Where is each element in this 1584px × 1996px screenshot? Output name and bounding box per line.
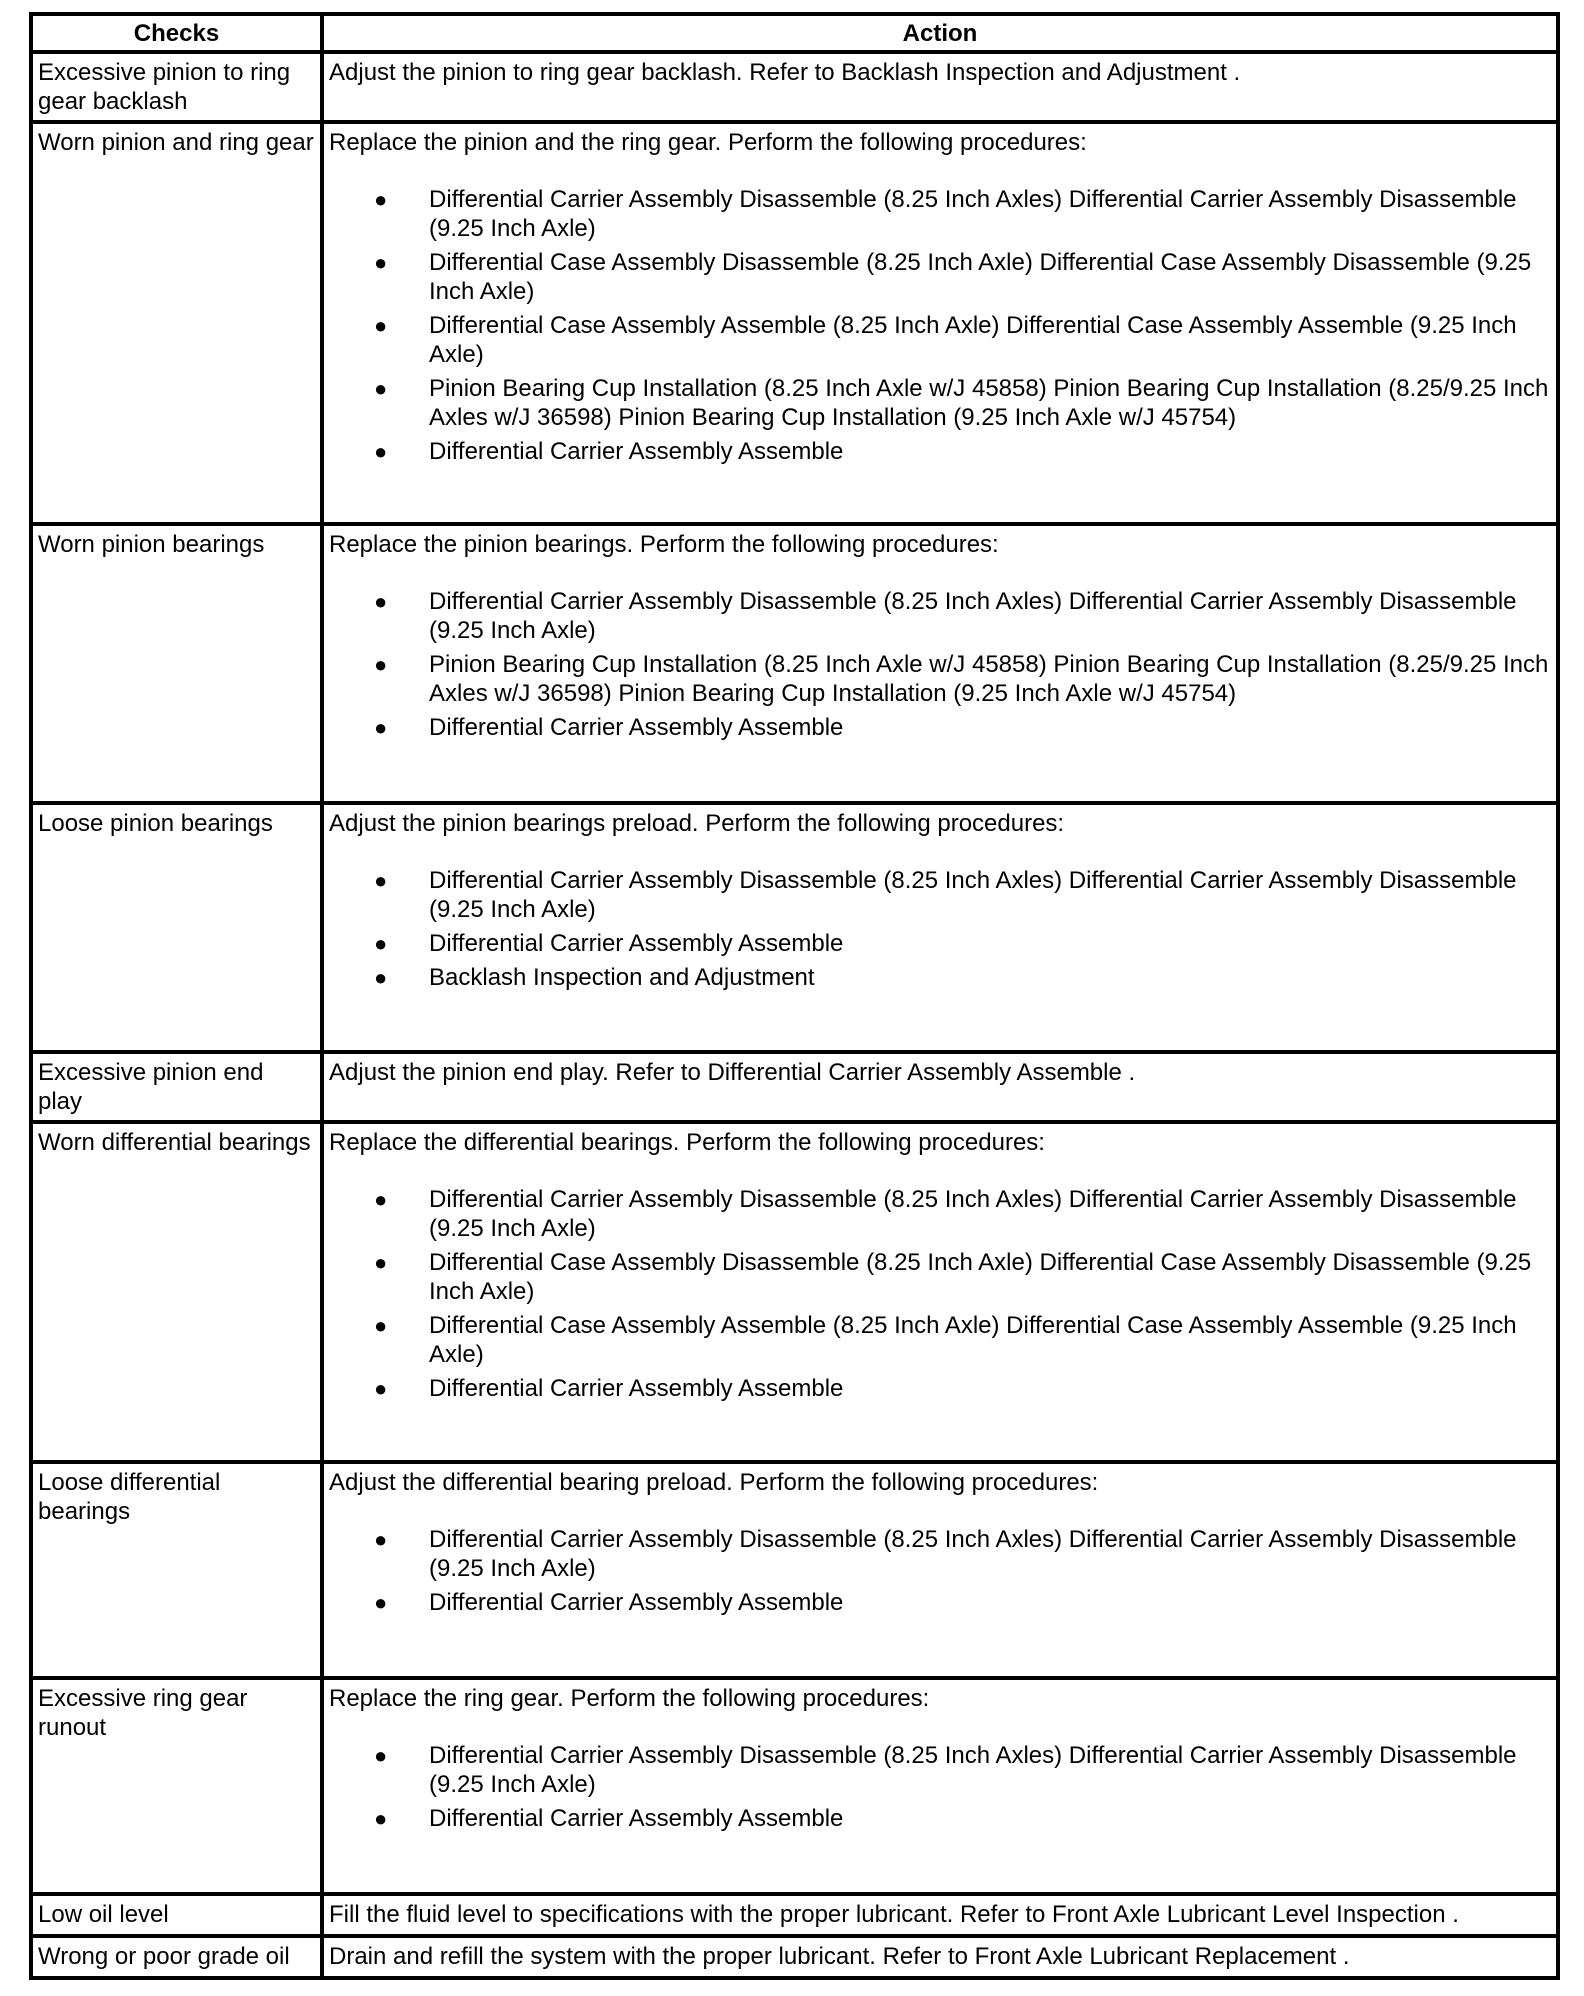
- check-cell: Excessive ring gear runout: [31, 1678, 322, 1894]
- action-text: Fill the fluid level to specifications with the proper lubricant. Refer to Front Axle Lubricant Level Inspection .: [329, 1901, 1459, 1928]
- table-row: [31, 1122, 1558, 1462]
- column-header-action: Action: [322, 14, 1558, 52]
- procedure-text: Differential Carrier Assembly Assemble: [429, 438, 844, 465]
- bullet-icon: ●: [374, 931, 388, 956]
- procedure-item: [374, 963, 1550, 992]
- bullet-icon: ●: [374, 715, 388, 740]
- table-row: [31, 524, 1558, 803]
- action-cell: [322, 52, 1558, 122]
- action-cell: [322, 1052, 1558, 1122]
- bullet-icon: ●: [374, 1187, 388, 1212]
- procedure-item: [374, 1311, 1550, 1369]
- bullet-icon: ●: [374, 589, 388, 614]
- table-row: [31, 1894, 1558, 1936]
- action-cell: [322, 122, 1558, 524]
- procedure-text: Differential Carrier Assembly Assemble: [429, 1375, 844, 1402]
- table-row: [31, 803, 1558, 1052]
- procedure-text: Differential Case Assembly Assemble (8.25 Inch Axle) Differential Case Assembly Assemble (9.25 Inch Axle): [429, 312, 1517, 368]
- procedure-item: [374, 185, 1550, 243]
- procedure-item: [374, 866, 1550, 924]
- action-cell: [322, 1894, 1558, 1936]
- procedure-list: [329, 1525, 1550, 1617]
- check-cell: Loose differential bearings: [31, 1462, 322, 1678]
- procedure-text: Differential Carrier Assembly Disassemble (8.25 Inch Axles) Differential Carrier Assembly Disassemble (9.25 Inch Axle): [429, 1526, 1517, 1582]
- header-row: [31, 14, 1558, 52]
- action-text: Adjust the differential bearing preload. Perform the following procedures:: [329, 1469, 1099, 1496]
- procedure-item: [374, 1588, 1550, 1617]
- action-cell: [322, 803, 1558, 1052]
- procedure-list: [329, 1741, 1550, 1833]
- procedure-item: [374, 1741, 1550, 1799]
- column-header-checks: Checks: [31, 14, 322, 52]
- procedure-text: Differential Carrier Assembly Assemble: [429, 1589, 844, 1616]
- procedure-text: Differential Carrier Assembly Assemble: [429, 714, 844, 741]
- bullet-icon: ●: [374, 1376, 388, 1401]
- bullet-icon: ●: [374, 1590, 388, 1615]
- procedure-text: Differential Carrier Assembly Assemble: [429, 930, 844, 957]
- table-row: [31, 1936, 1558, 1978]
- action-text: Drain and refill the system with the proper lubricant. Refer to Front Axle Lubricant Replacement .: [329, 1943, 1350, 1970]
- table-row: [31, 1462, 1558, 1678]
- check-cell: Worn pinion and ring gear: [31, 122, 322, 524]
- bullet-icon: ●: [374, 376, 388, 401]
- bullet-icon: ●: [374, 965, 388, 990]
- action-cell: [322, 524, 1558, 803]
- procedure-item: [374, 1374, 1550, 1403]
- procedure-item: [374, 929, 1550, 958]
- action-text: Adjust the pinion end play. Refer to Differential Carrier Assembly Assemble .: [329, 1059, 1136, 1086]
- procedure-text: Differential Carrier Assembly Disassemble (8.25 Inch Axles) Differential Carrier Assembly Disassemble (9.25 Inch Axle): [429, 867, 1517, 923]
- check-cell: Worn pinion bearings: [31, 524, 322, 803]
- check-cell: Excessive pinion end play: [31, 1052, 322, 1122]
- check-cell: Loose pinion bearings: [31, 803, 322, 1052]
- procedure-text: Differential Carrier Assembly Disassemble (8.25 Inch Axles) Differential Carrier Assembly Disassemble (9.25 Inch Axle): [429, 186, 1517, 242]
- table-row: [31, 52, 1558, 122]
- procedure-text: Differential Carrier Assembly Assemble: [429, 1805, 844, 1832]
- table-row: [31, 122, 1558, 524]
- bullet-icon: ●: [374, 439, 388, 464]
- procedure-item: [374, 587, 1550, 645]
- action-text: Replace the pinion bearings. Perform the following procedures:: [329, 531, 999, 558]
- diagnostic-table: [29, 12, 1560, 1980]
- procedure-text: Differential Carrier Assembly Disassemble (8.25 Inch Axles) Differential Carrier Assembly Disassemble (9.25 Inch Axle): [429, 1186, 1517, 1242]
- procedure-text: Differential Carrier Assembly Disassemble (8.25 Inch Axles) Differential Carrier Assembly Disassemble (9.25 Inch Axle): [429, 588, 1517, 644]
- procedure-item: [374, 374, 1550, 432]
- procedure-text: Differential Case Assembly Disassemble (8.25 Inch Axle) Differential Case Assembly Disassemble (9.25 Inch Axle): [429, 249, 1532, 305]
- action-text: Replace the ring gear. Perform the following procedures:: [329, 1685, 930, 1712]
- action-text: Adjust the pinion to ring gear backlash. Refer to Backlash Inspection and Adjustment .: [329, 59, 1241, 86]
- procedure-text: Pinion Bearing Cup Installation (8.25 Inch Axle w/J 45858) Pinion Bearing Cup Installation (8.25/9.25 Inch Axles w/J 36598) Pinion Bearing Cup Installation (9.25 Inch Axle w/J 45754): [429, 375, 1549, 431]
- procedure-item: [374, 1248, 1550, 1306]
- procedure-list: [329, 185, 1550, 466]
- action-text: Replace the differential bearings. Perform the following procedures:: [329, 1129, 1045, 1156]
- procedure-item: [374, 311, 1550, 369]
- bullet-icon: ●: [374, 1313, 388, 1338]
- procedure-item: [374, 713, 1550, 742]
- check-cell: Excessive pinion to ring gear backlash: [31, 52, 322, 122]
- bullet-icon: ●: [374, 1250, 388, 1275]
- procedure-item: [374, 1804, 1550, 1833]
- bullet-icon: ●: [374, 1743, 388, 1768]
- procedure-text: Backlash Inspection and Adjustment: [429, 964, 815, 991]
- table-row: [31, 1678, 1558, 1894]
- procedure-text: Differential Case Assembly Disassemble (8.25 Inch Axle) Differential Case Assembly Disassemble (9.25 Inch Axle): [429, 1249, 1532, 1305]
- action-cell: [322, 1122, 1558, 1462]
- action-text: Replace the pinion and the ring gear. Perform the following procedures:: [329, 129, 1087, 156]
- action-cell: [322, 1936, 1558, 1978]
- procedure-list: [329, 1185, 1550, 1403]
- procedure-item: [374, 650, 1550, 708]
- action-cell: [322, 1462, 1558, 1678]
- bullet-icon: ●: [374, 1527, 388, 1552]
- procedure-list: [329, 587, 1550, 742]
- procedure-text: Differential Carrier Assembly Disassemble (8.25 Inch Axles) Differential Carrier Assembly Disassemble (9.25 Inch Axle): [429, 1742, 1517, 1798]
- action-text: Adjust the pinion bearings preload. Perform the following procedures:: [329, 810, 1065, 837]
- table-row: [31, 1052, 1558, 1122]
- procedure-item: [374, 1185, 1550, 1243]
- check-cell: Low oil level: [31, 1894, 322, 1936]
- check-cell: Worn differential bearings: [31, 1122, 322, 1462]
- check-cell: Wrong or poor grade oil: [31, 1936, 322, 1978]
- procedure-text: Pinion Bearing Cup Installation (8.25 Inch Axle w/J 45858) Pinion Bearing Cup Installation (8.25/9.25 Inch Axles w/J 36598) Pinion Bearing Cup Installation (9.25 Inch Axle w/J 45754): [429, 651, 1549, 707]
- bullet-icon: ●: [374, 652, 388, 677]
- bullet-icon: ●: [374, 313, 388, 338]
- procedure-list: [329, 866, 1550, 992]
- bullet-icon: ●: [374, 1806, 388, 1831]
- bullet-icon: ●: [374, 868, 388, 893]
- procedure-item: [374, 248, 1550, 306]
- table-body: [31, 52, 1558, 1978]
- bullet-icon: ●: [374, 187, 388, 212]
- bullet-icon: ●: [374, 250, 388, 275]
- procedure-item: [374, 1525, 1550, 1583]
- procedure-text: Differential Case Assembly Assemble (8.25 Inch Axle) Differential Case Assembly Assemble (9.25 Inch Axle): [429, 1312, 1517, 1368]
- procedure-item: [374, 437, 1550, 466]
- action-cell: [322, 1678, 1558, 1894]
